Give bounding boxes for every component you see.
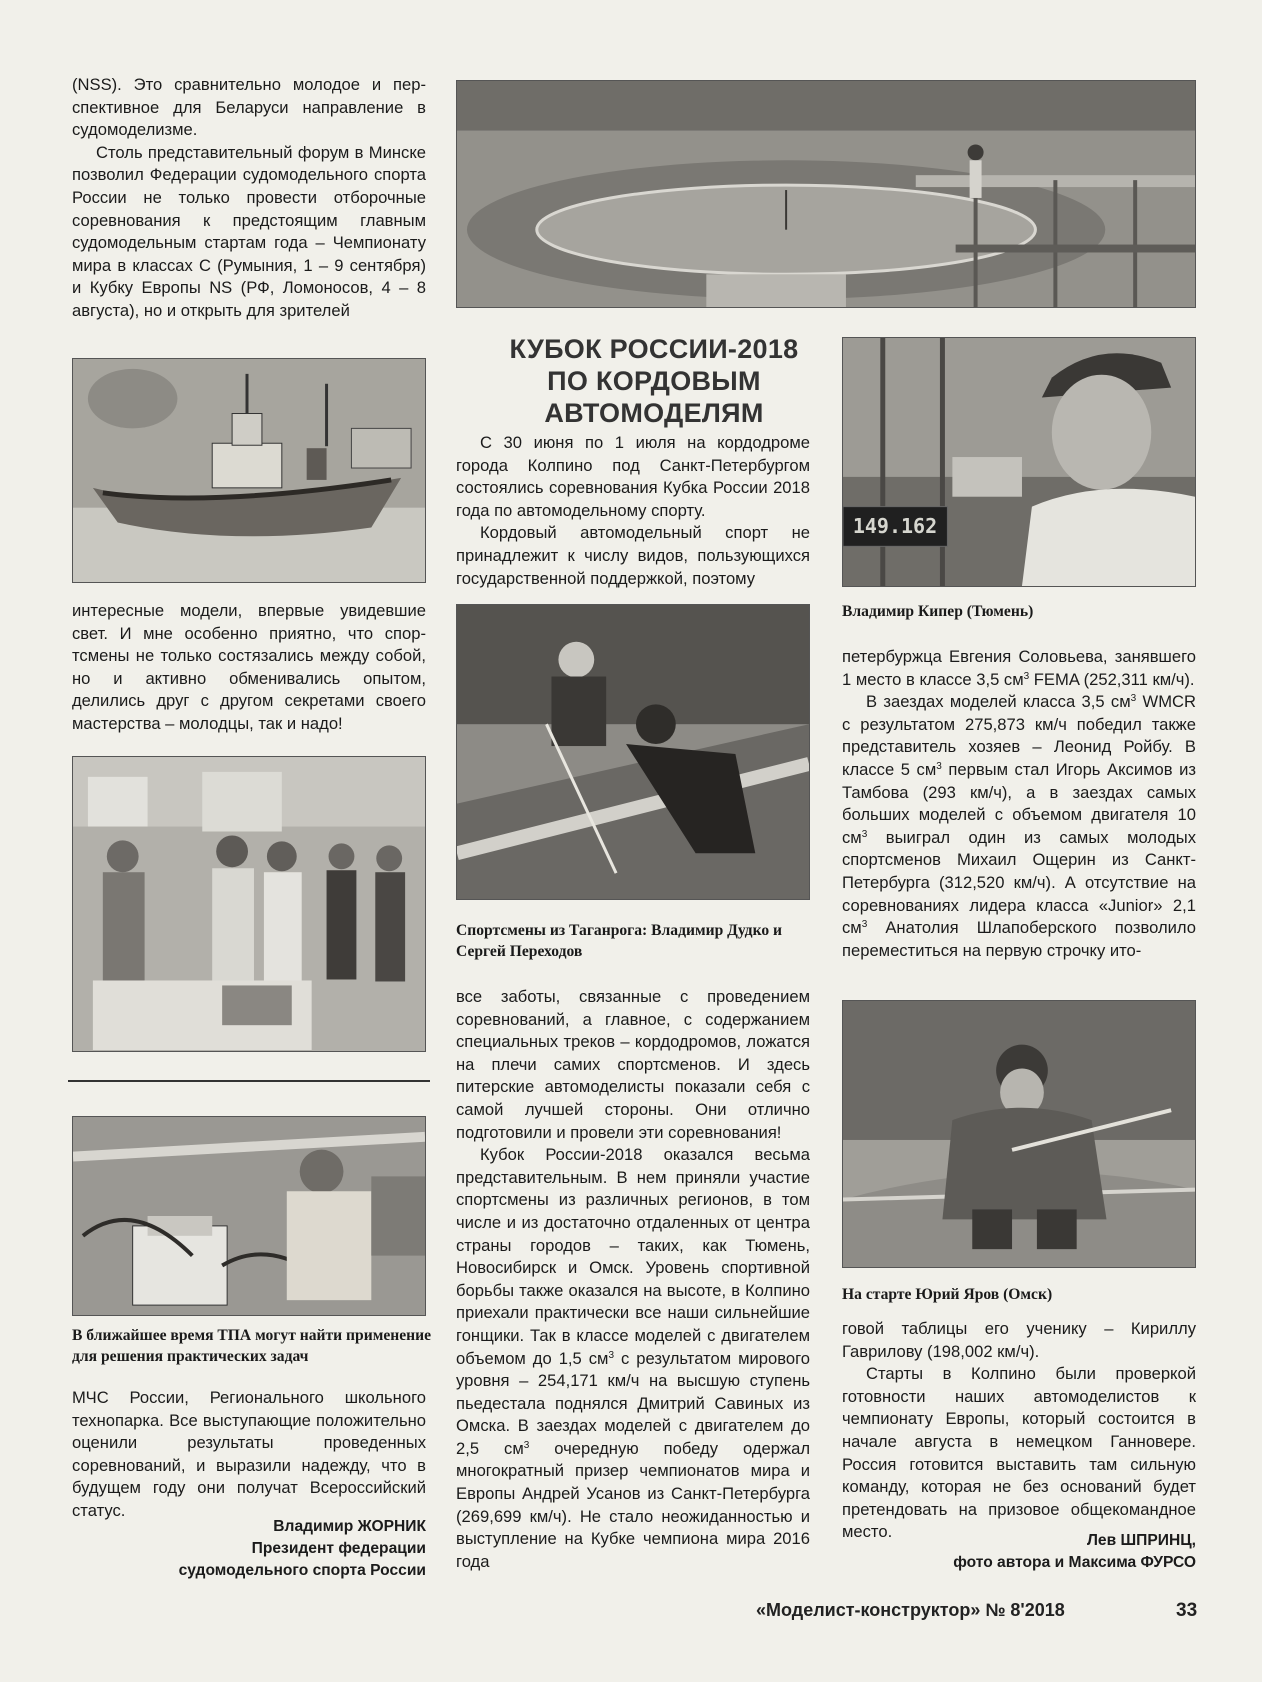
article-body-col3-bottom [842,1318,1196,1544]
col1-end-text [72,1387,426,1523]
col1-end-paragraph: МЧС России, Регионального школьного технопарка. Все выступающие положительно оценили результаты проведенных соревнований, и выразили надежду, что в будущем году они получат Всероссийский статус. [72,1388,426,1520]
timer-display: 149.162 [852,514,938,538]
signature-title-line-1: Президент федерации [251,1540,426,1557]
col3-paragraph-3: говой таблицы его ученику – Кириллу Гаврилову (198,002 км/ч). [842,1319,1196,1361]
article-body-col3-top [842,646,1196,962]
col1-middle-paragraph: интересные модели, впервые увидевшие свет. И мне особенно приятно, что спортсмены не только состязались между собой, но и активно обменивались опытом, делились друг с другом секретами своего мастерства – молодцы, так и надо! [72,601,426,733]
article-body-col2 [456,986,810,1573]
caption-taganrog-sportsmen: Спортсмены из Таганрога: Владимир Дудко и Сергей Переходов [456,922,783,960]
photo-yuri-yarov [842,1000,1196,1268]
col1-signature [72,1516,426,1582]
lead-paragraph-2: Кордовый автомодельный спорт не принадлежит к числу видов, пользующихся государственной поддержкой, поэтому [456,523,810,588]
caption-vladimir-kiper: Владимир Кипер (Тюмень) [842,603,1034,620]
photo-taganrog-sportsmen [456,604,810,900]
footer-page-number: 33 [1176,1600,1198,1621]
signature-name-shprints: Лев ШПРИНЦ, [1086,1532,1196,1549]
lead-paragraph-1: С 30 июня по 1 июля на кордодроме города Колпино под Санкт-Петербургом состоялись соревнования Кубка России 2018 года по автомодельному спорту. [456,433,810,520]
photo-cord-track [456,80,1196,308]
col1-separator-line [68,1080,430,1082]
headline-line-2: ПО КОРДОВЫМ [547,366,761,396]
photo-award-ceremony [72,756,426,1052]
footer-magazine-title: «Моделист-конструктор» № 8'2018 [756,1600,1065,1620]
col1-intro-paragraph-2: Столь представительный форум в Минске позволил Федерации судомодельного спорта России не только провести отборочные соревнования к предстоящим главным судомодельным стартам года – Чемпионату мира в классах С (Румыния, 1 – 9 сентября) и Кубку Европы NS (РФ, Ломоносов, 4 – 8 августа), но и открыть для зрителей [72,142,426,320]
col3-paragraph-2: В заездах моделей класса 3,5 $см^3$ WMCR с результатом 275,873 км/ч победил также представитель хозяев – Леонид Ройбу. В классе 5 $см^3$ первым стал Игорь Аксимов из Тамбова (293 км/ч), а в заездах самых больших моделей с объемом двигателя 10 $см^3$ выиграл один из самых молодых спортсменов Михаил Ощерин из Санкт-Петербурга (312,520 км/ч). А отсутствие на соревнованиях лидера класса «Junior» 2,1 $см^3$ Анатолия Шлапоберского позволило переместиться на первую строчку ито- [842,692,1197,960]
signature-photo-credit: фото автора и Максима ФУРСО [953,1554,1196,1571]
article-lead [456,432,810,590]
body-paragraph-1: все заботы, связанные с проведением соревнований, а главное, с содержанием специальных треков – кордодромов, ложатся на плечи самих спортсменов. И здесь питерские автомоделисты показали себя с самой лучшей стороны. Они отлично подготовили и провели эти соревнования! [456,987,810,1142]
col1-intro-paragraph-1: (NSS). Это сравнительно молодое и перспективное для Беларуси направление в судомоделизме. [72,75,426,140]
col3-paragraph-4: Старты в Колпино были проверкой готовности наших автомоделистов к чемпионату Европы, который состоится в начале августа в немецком Ганновере. Россия готовится выставить там сильную команду, которая не без оснований будет претендовать на призовое общекомандное место. [842,1364,1196,1542]
signature-title-line-2: судомодельного спорта России [178,1562,426,1579]
body-paragraph-2: Кубок России-2018 оказался весьма представительным. В нем приняли участие спортсмены из различных регионов, в том числе и из достаточно отдаленных от центра страны городов – таких, как Тюмень, Новосибирск и Омск. Уровень спортивной борьбы также оказался на высоте, в Колпино приехали практически все наши сильнейшие гонщики. Так в классе моделей с двигателем объемом до 1,5 $см^3$ с результатом мирового уровня – 254,171 км/ч на высшую ступень пьедестала поднялся Дмитрий Савиных из Омска. В заездах моделей с двигателем до 2,5 $см^3$ очередную победу одержал многократный призер чемпионатов мира и Европы Андрей Усанов из Санкт-Петербурга (269,699 км/ч). Не стало неожиданностью и выступление на Кубке чемпиона мира 2016 года [456,1145,811,1571]
headline-line-1: КУБОК РОССИИ-2018 [509,334,799,364]
photo-tugboat-model [72,358,426,583]
col1-intro [72,74,426,323]
caption-rov-vehicle: В ближайшее время ТПА могут найти применение для решения практических задач [72,1327,432,1365]
headline-line-3: АВТОМОДЕЛЯМ [544,398,764,428]
col1-middle-text [72,600,426,736]
col3-paragraph-1: петербуржца Евгения Соловьева, занявшего 1 место в классе 3,5 $см^3$ FEMA (252,311 км/ч). [842,647,1196,689]
article-headline [454,333,854,429]
article-signature [842,1530,1196,1574]
signature-name-zhornik: Владимир ЖОРНИК [273,1518,426,1535]
photo-rov-vehicle [72,1116,426,1316]
caption-yuri-yarov: На старте Юрий Яров (Омск) [842,1286,1053,1303]
photo-vladimir-kiper [842,337,1196,587]
